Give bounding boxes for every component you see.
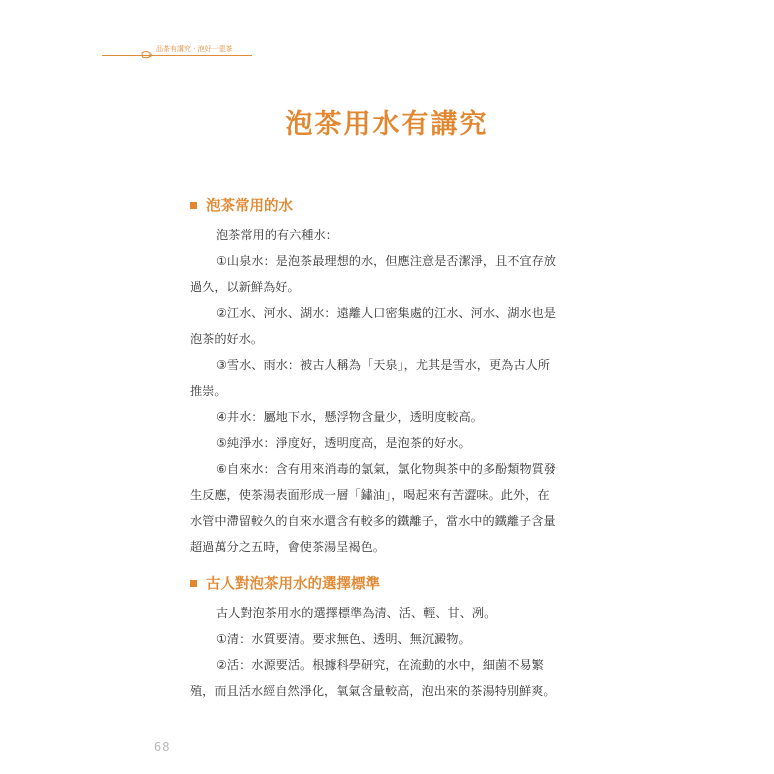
paragraph-line: ③雪水、雨水：被古人稱為「天泉」，尤其是雪水，更為古人所 <box>216 358 550 372</box>
page-title: 泡茶用水有講究 <box>285 109 489 140</box>
paragraph-line: 水管中滯留較久的自來水還含有較多的鐵離子，當水中的鐵離子含量 <box>190 514 556 528</box>
square-bullet-icon <box>190 202 197 209</box>
paragraph-line: ④井水：屬地下水，懸浮物含量少，透明度較高。 <box>216 410 483 424</box>
paragraph-line: 泡茶的好水。 <box>190 332 264 346</box>
paragraph-line: ②江水、河水、湖水：遠離人口密集處的江水、河水、湖水也是 <box>216 306 556 320</box>
paragraph-line: 殖，而且活水經自然淨化，氧氣含量較高，泡出來的茶湯特別鮮爽。 <box>190 684 556 698</box>
section-title: 古人對泡茶用水的選擇標準 <box>206 575 380 593</box>
header-divider <box>102 55 252 56</box>
paragraph-line: ⑤純淨水：淨度好，透明度高，是泡茶的好水。 <box>216 436 471 450</box>
paragraph-line: ②活：水源要活。根據科學研究，在流動的水中，細菌不易繁 <box>216 658 544 672</box>
paragraph-line: ①清：水質要清。要求無色、透明、無沉澱物。 <box>216 632 471 646</box>
page-number: 68 <box>154 740 171 754</box>
paragraph-line: 古人對泡茶用水的選擇標準為清、活、輕、甘、冽。 <box>216 606 497 620</box>
running-header-text: 品茶有講究 · 泡好一壺茶 <box>156 45 233 53</box>
paragraph-line: 過久，以新鮮為好。 <box>190 280 300 294</box>
section-title: 泡茶常用的水 <box>206 197 293 215</box>
teapot-icon <box>140 44 152 54</box>
section-body-selection-criteria <box>190 600 586 704</box>
paragraph-line: 泡茶常用的有六種水： <box>216 228 338 242</box>
paragraph-line: 超過萬分之五時，會使茶湯呈褐色。 <box>190 540 385 554</box>
paragraph-line: ⑥自來水：含有用來消毒的氯氣，氯化物與茶中的多酚類物質發 <box>216 462 556 476</box>
square-bullet-icon <box>190 580 197 587</box>
paragraph-line: 推崇。 <box>190 384 227 398</box>
section-heading-selection-criteria <box>190 574 380 594</box>
paragraph-line: ①山泉水：是泡茶最理想的水，但應注意是否潔淨，且不宜存放 <box>216 254 556 268</box>
section-heading-common-water <box>190 196 293 216</box>
paragraph-line: 生反應，使茶湯表面形成一層「鏽油」，喝起來有苦澀味。此外，在 <box>190 488 550 502</box>
section-body-common-water <box>190 222 586 560</box>
